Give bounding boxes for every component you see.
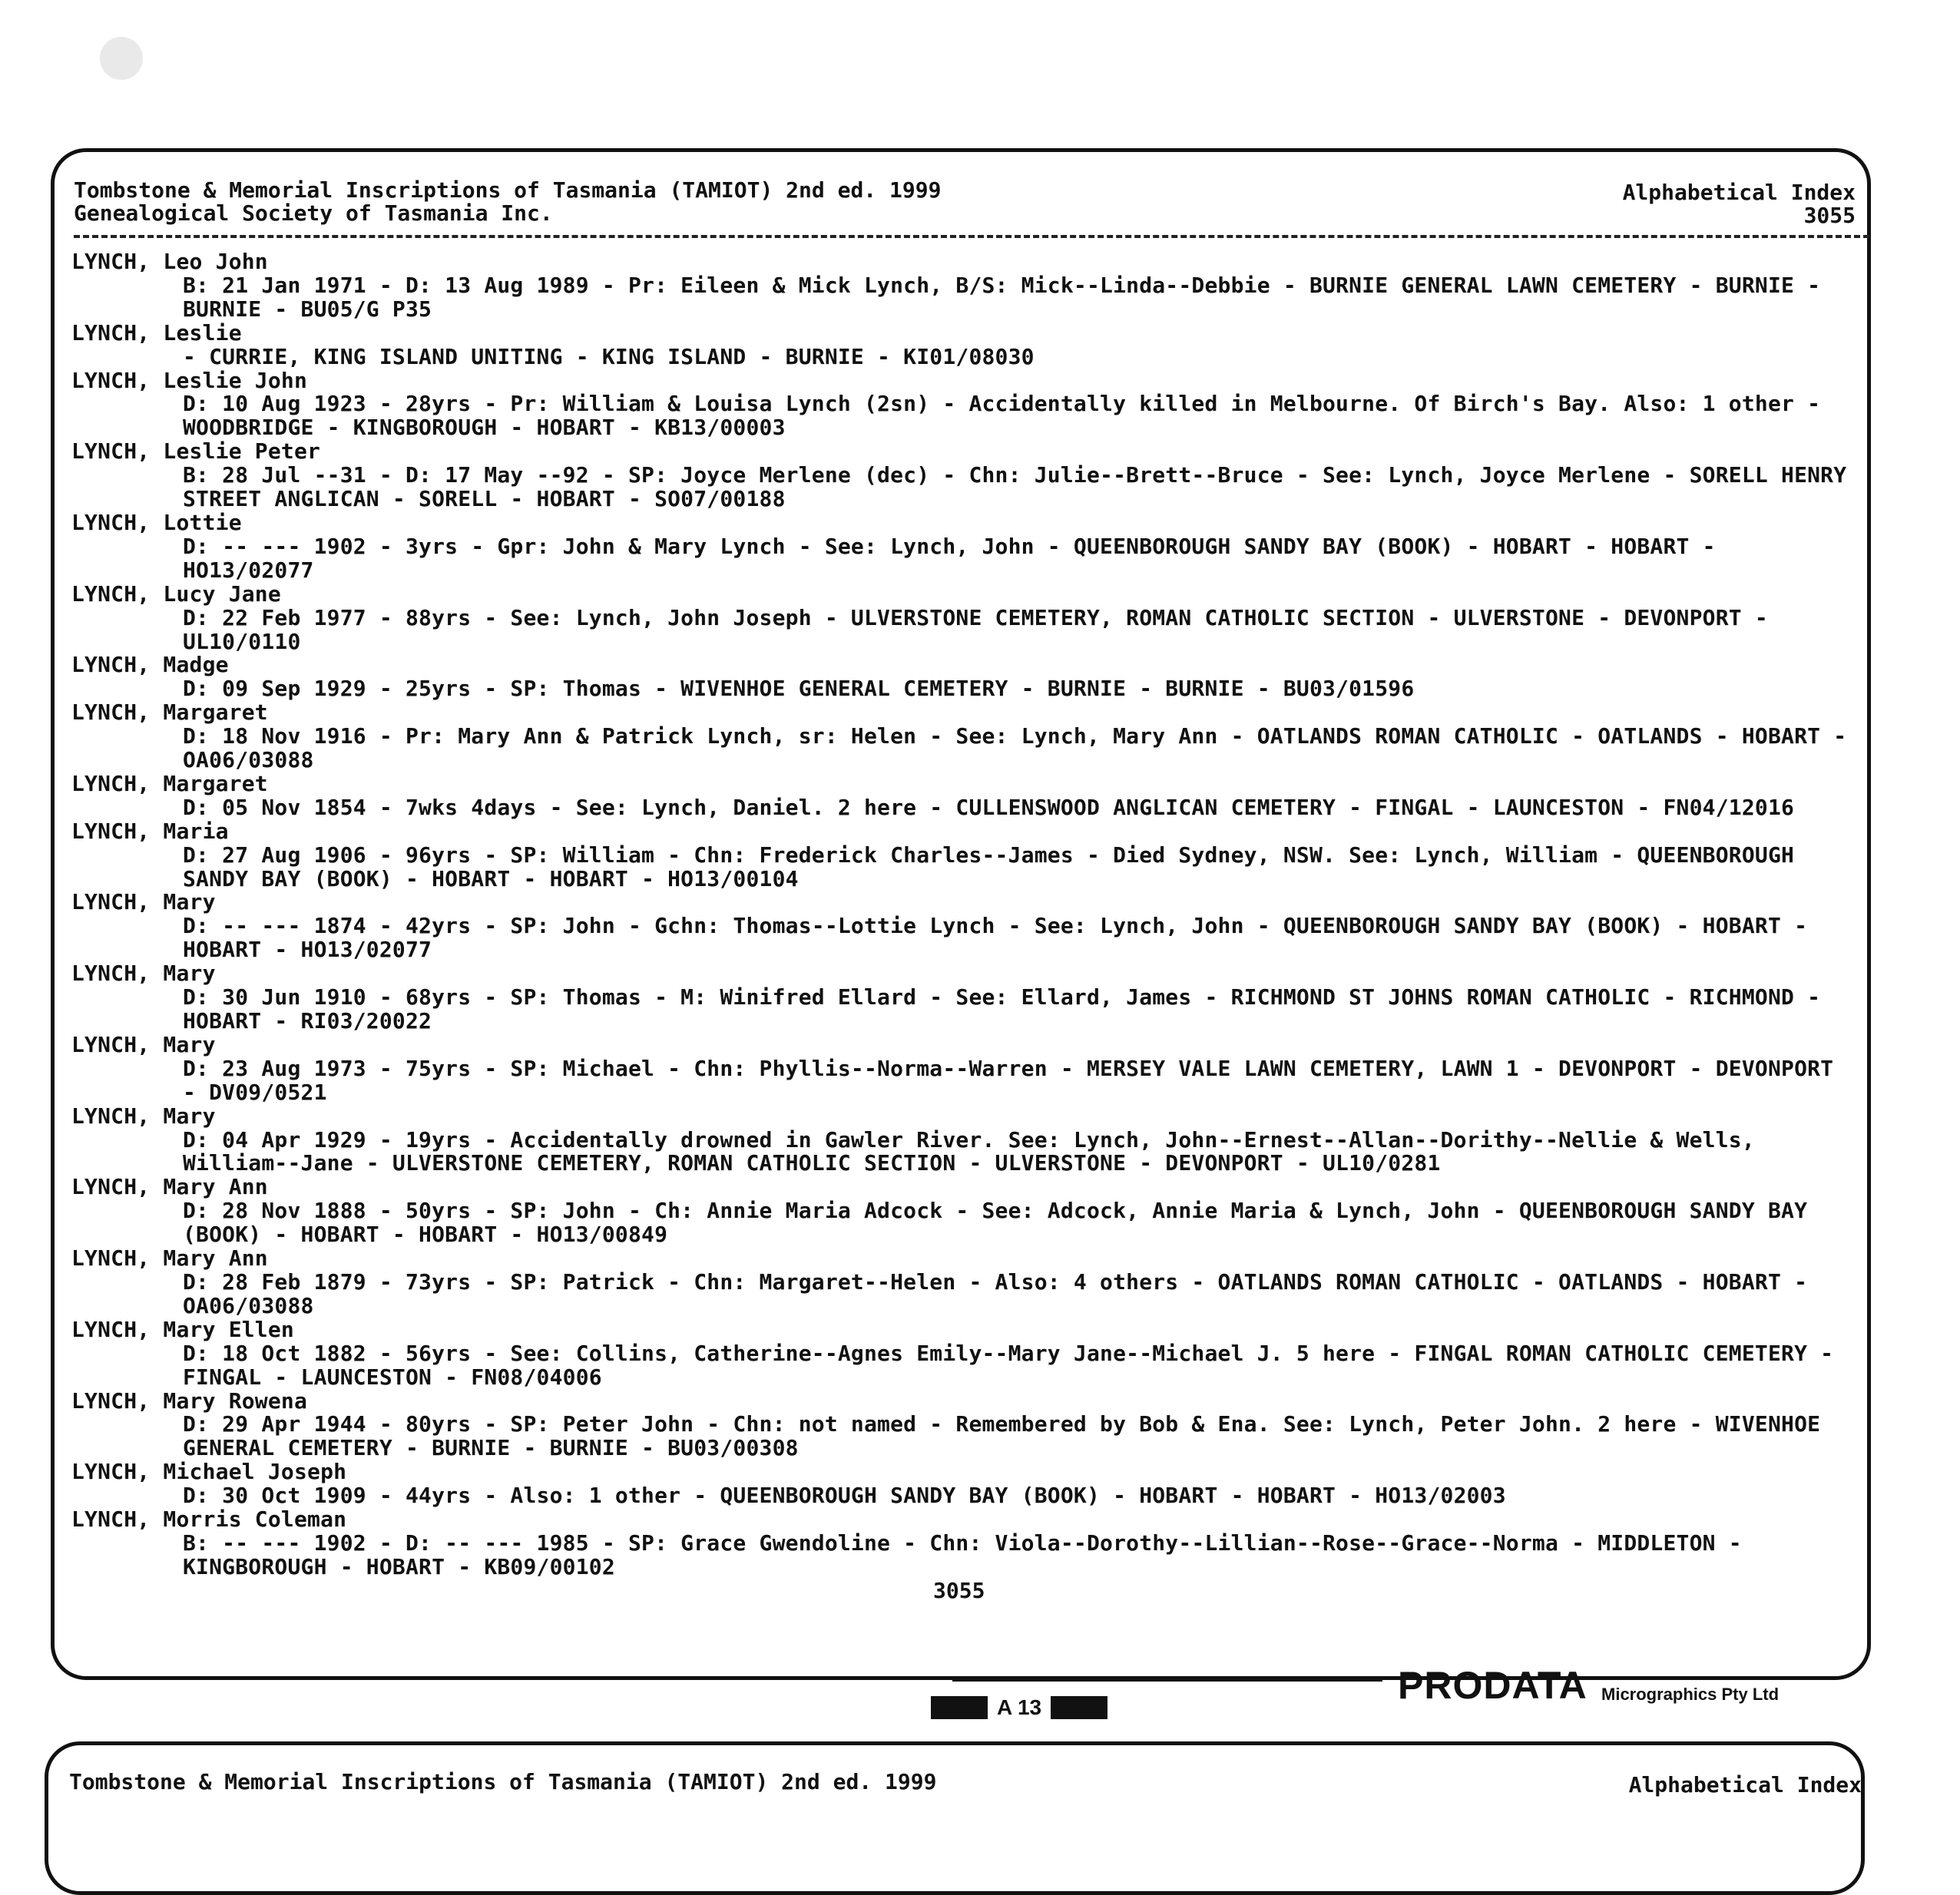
entry-detail: B: 21 Jan 1971 - D: 13 Aug 1989 - Pr: Eileen & Mick Lynch, B/S: Mick--Linda--Debbie - BURNIE GENERAL LAWN CEMETERY - BURNIE - BURNIE - BU05/G P35 bbox=[183, 272, 1821, 322]
brand-logo: PRODATA bbox=[1398, 1664, 1588, 1707]
frame-label: A 13 bbox=[997, 1695, 1042, 1719]
index-entry bbox=[71, 319, 1853, 369]
index-entries bbox=[71, 250, 1853, 1579]
index-entry bbox=[71, 1105, 1853, 1176]
entry-name: LYNCH, Margaret bbox=[71, 699, 268, 726]
entry-detail: D: -- --- 1874 - 42yrs - SP: John - Gchn: Thomas--Lottie Lynch - See: Lynch, John - QUEENBOROUGH SANDY BAY (BOOK) - HOBART - HOBART - HO13/02077 bbox=[183, 913, 1808, 963]
entry-name: LYNCH, Mary Ellen bbox=[71, 1316, 294, 1342]
entry-name: LYNCH, Margaret bbox=[71, 770, 268, 796]
brand-subtitle: Micrographics Pty Ltd bbox=[1601, 1685, 1780, 1704]
entry-detail: D: 30 Oct 1909 - 44yrs - Also: 1 other - QUEENBOROUGH SANDY BAY (BOOK) - HOBART - HOBART - HO13/02003 bbox=[183, 1483, 1506, 1509]
index-entry bbox=[71, 440, 1853, 511]
entry-detail: B: 28 Jul --31 - D: 17 May --92 - SP: Joyce Merlene (dec) - Chn: Julie--Brett--Bruce - See: Lynch, Joyce Merlene - SORELL HENRY STREET ANGLICAN - SORELL - HOBART - SO07/00188 bbox=[183, 462, 1847, 512]
next-index-label: Alphabetical Index bbox=[1628, 1772, 1862, 1797]
entry-detail: D: 05 Nov 1854 - 7wks 4days - See: Lynch, Daniel. 2 here - CULLENSWOOD ANGLICAN CEMETERY - FINGAL - LAUNCESTON - FN04/12016 bbox=[183, 794, 1795, 820]
entry-detail: D: -- --- 1902 - 3yrs - Gpr: John & Mary Lynch - See: Lynch, John - QUEENBOROUGH SANDY BAY (BOOK) - HOBART - HOBART - HO13/02077 bbox=[183, 533, 1716, 583]
header-divider bbox=[74, 235, 1869, 238]
entry-name: LYNCH, Leslie Peter bbox=[71, 438, 321, 465]
entry-detail: D: 28 Feb 1879 - 73yrs - SP: Patrick - Chn: Margaret--Helen - Also: 4 others - OATLANDS ROMAN CATHOLIC - OATLANDS - HOBART - OA06/03088 bbox=[183, 1268, 1808, 1318]
index-entry bbox=[71, 891, 1853, 962]
index-entry bbox=[71, 772, 1853, 820]
entry-name: LYNCH, Mary Ann bbox=[71, 1174, 268, 1200]
entry-name: LYNCH, Mary bbox=[71, 889, 216, 915]
next-publication-title: Tombstone & Memorial Inscriptions of Tasmania (TAMIOT) 2nd ed. 1999 bbox=[69, 1769, 937, 1794]
entry-detail: D: 18 Oct 1882 - 56yrs - See: Collins, Catherine--Agnes Emily--Mary Jane--Michael J. 5 here - FINGAL ROMAN CATHOLIC CEMETERY - FINGAL - LAUNCESTON - FN08/04006 bbox=[183, 1340, 1834, 1390]
index-entry bbox=[71, 1508, 1853, 1579]
entry-detail: - CURRIE, KING ISLAND UNITING - KING ISLAND - BURNIE - KI01/08030 bbox=[183, 343, 1035, 369]
index-entry bbox=[71, 1247, 1853, 1318]
entry-name: LYNCH, Maria bbox=[71, 818, 229, 844]
entry-detail: B: -- --- 1902 - D: -- --- 1985 - SP: Grace Gwendoline - Chn: Viola--Dorothy--Lillian--Rose--Grace--Norma - MIDDLETON - KINGBOROUGH - HOBART - KB09/00102 bbox=[183, 1530, 1742, 1579]
index-entry bbox=[71, 1460, 1853, 1508]
footer-page-number: 3055 bbox=[933, 1578, 985, 1603]
publisher-name: Genealogical Society of Tasmania Inc. bbox=[74, 200, 553, 226]
index-entry bbox=[71, 511, 1853, 583]
entry-name: LYNCH, Lottie bbox=[71, 509, 242, 535]
entry-name: LYNCH, Leo John bbox=[71, 249, 268, 274]
frame-bar-right bbox=[1051, 1696, 1107, 1719]
header-page-number: 3055 bbox=[1803, 203, 1856, 228]
entry-name: LYNCH, Madge bbox=[71, 652, 229, 678]
entry-detail: D: 27 Aug 1906 - 96yrs - SP: William - Chn: Frederick Charles--James - Died Sydney, NSW. See: Lynch, William - QUEENBOROUGH SANDY BAY (BOOK) - HOBART - HOBART - HO13/00104 bbox=[183, 842, 1795, 891]
index-entry bbox=[71, 1318, 1853, 1390]
entry-name: LYNCH, Mary bbox=[71, 961, 216, 987]
frame-marker bbox=[931, 1695, 1107, 1720]
index-entry bbox=[71, 962, 1853, 1033]
entry-detail: D: 28 Nov 1888 - 50yrs - SP: John - Ch: Annie Maria Adcock - See: Adcock, Annie Maria & Lynch, John - QUEENBOROUGH SANDY BAY (BOOK) - HOBART - HOBART - HO13/00849 bbox=[183, 1198, 1808, 1248]
entry-detail: D: 04 Apr 1929 - 19yrs - Accidentally drowned in Gawler River. See: Lynch, John--Ernest--Allan--Dorithy--Nellie & Wells, William--Jane - ULVERSTONE CEMETERY, ROMAN CATHOLIC SECTION - ULVERSTONE - DEVONPORT - UL10/0281 bbox=[183, 1126, 1755, 1176]
index-entry bbox=[71, 820, 1853, 891]
index-entry bbox=[71, 701, 1853, 772]
index-entry bbox=[71, 653, 1853, 701]
index-label: Alphabetical Index bbox=[1622, 180, 1856, 205]
entry-name: LYNCH, Mary bbox=[71, 1031, 216, 1057]
entry-name: LYNCH, Mary Ann bbox=[71, 1245, 268, 1272]
entry-detail: D: 09 Sep 1929 - 25yrs - SP: Thomas - WIVENHOE GENERAL CEMETERY - BURNIE - BURNIE - BU03/01596 bbox=[183, 676, 1415, 702]
frame-bar-left bbox=[931, 1696, 988, 1719]
index-entry bbox=[71, 1387, 1853, 1461]
brand-rule bbox=[952, 1679, 1382, 1682]
entry-detail: D: 22 Feb 1977 - 88yrs - See: Lynch, John Joseph - ULVERSTONE CEMETERY, ROMAN CATHOLIC SECTION - ULVERSTONE - DEVONPORT - UL10/0110 bbox=[183, 604, 1768, 654]
entry-detail: D: 29 Apr 1944 - 80yrs - SP: Peter John - Chn: not named - Remembered by Bob & Ena. See: Lynch, Peter John. 2 here - WIVENHOE GENERAL CEMETERY - BURNIE - BURNIE - BU03/00308 bbox=[183, 1411, 1821, 1461]
entry-name: LYNCH, Mary Rowena bbox=[71, 1387, 308, 1414]
entry-detail: D: 23 Aug 1973 - 75yrs - SP: Michael - Chn: Phyllis--Norma--Warren - MERSEY VALE LAWN CEMETERY, LAWN 1 - DEVONPORT - DEVONPORT - DV09/0521 bbox=[183, 1055, 1834, 1105]
entry-name: LYNCH, Mary bbox=[71, 1103, 216, 1129]
index-entry bbox=[71, 580, 1853, 654]
entry-name: LYNCH, Lucy Jane bbox=[71, 580, 281, 607]
entry-detail: D: 30 Jun 1910 - 68yrs - SP: Thomas - M: Winifred Ellard - See: Ellard, James - RICHMOND ST JOHNS ROMAN CATHOLIC - RICHMOND - HOBART - RI03/20022 bbox=[183, 984, 1821, 1033]
entry-detail: D: 10 Aug 1923 - 28yrs - Pr: William & Louisa Lynch (2sn) - Accidentally killed in Melbourne. Of Birch's Bay. Also: 1 other - WOODBRIDGE - KINGBOROUGH - HOBART - KB13/00003 bbox=[183, 391, 1821, 441]
index-entry bbox=[71, 250, 1853, 322]
entry-name: LYNCH, Morris Coleman bbox=[71, 1506, 347, 1533]
entry-name: LYNCH, Leslie bbox=[71, 319, 242, 346]
index-entry bbox=[71, 1176, 1853, 1247]
index-entry bbox=[71, 369, 1853, 441]
next-page-frame bbox=[45, 1741, 1865, 1895]
entry-detail: D: 18 Nov 1916 - Pr: Mary Ann & Patrick Lynch, sr: Helen - See: Lynch, Mary Ann - OATLANDS ROMAN CATHOLIC - OATLANDS - HOBART - OA06/03088 bbox=[183, 723, 1847, 773]
film-smudge bbox=[100, 37, 143, 80]
entry-name: LYNCH, Leslie John bbox=[71, 367, 308, 393]
publication-title: Tombstone & Memorial Inscriptions of Tasmania (TAMIOT) 2nd ed. 1999 bbox=[74, 177, 942, 203]
entry-name: LYNCH, Michael Joseph bbox=[71, 1459, 347, 1485]
index-entry bbox=[71, 1033, 1853, 1105]
